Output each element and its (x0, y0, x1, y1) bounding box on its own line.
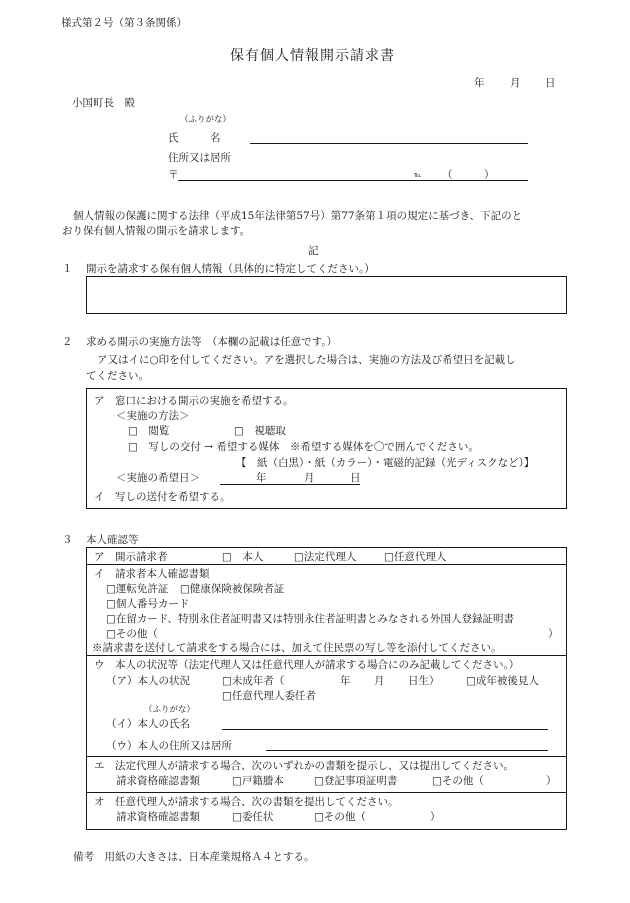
health-insurance-checkbox[interactable]: □健康保険被保険者証 (180, 583, 285, 595)
other-doc-close: ） (548, 628, 559, 640)
section1-title: 開示を請求する保有個人情報（具体的に特定してください。） (86, 263, 375, 275)
person-name-field[interactable] (222, 729, 548, 730)
applicant-furigana-label: （ふりがな） (180, 115, 232, 125)
option-b-label[interactable]: イ 写しの送付を希望する。 (94, 491, 231, 503)
remarks: 備考 用紙の大きさは、日本産業規格Ａ４とする。 (73, 851, 315, 863)
row-a-label: ア 開示請求者 (94, 551, 168, 563)
status-label: （ア）本人の状況 (106, 675, 190, 687)
row-c-label: ウ 本人の状況等（法定代理人又は任意代理人が請求する場合にのみ記載してください。） (94, 659, 520, 671)
method-label: ＜実施の方法＞ (116, 410, 190, 422)
section1-info-box[interactable] (86, 276, 567, 314)
section2-note-2: てください。 (86, 370, 149, 382)
option-a-label[interactable]: ア 窓口における開示の実施を希望する。 (94, 395, 294, 407)
adult-ward-checkbox[interactable]: □成年被後見人 (466, 675, 539, 687)
power-of-attorney-checkbox[interactable]: □委任状 (232, 811, 274, 823)
row-d-other-checkbox[interactable]: □その他（ (432, 775, 484, 787)
family-register-checkbox[interactable]: □戸籍謄本 (232, 775, 284, 787)
delegator-checkbox[interactable]: □任意代理人委任者 (222, 690, 316, 702)
drivers-license-checkbox[interactable]: □運転免許証 (106, 583, 169, 595)
row-divider (86, 756, 567, 757)
mynumber-card-checkbox[interactable]: □個人番号カード (106, 598, 190, 610)
registry-cert-checkbox[interactable]: □登記事項証明書 (314, 775, 398, 787)
desired-date-year: 年 (256, 472, 267, 484)
applicant-address-label: 住所又は居所 (168, 152, 231, 164)
form-title: 保有個人情報開示請求書 (230, 48, 395, 64)
voluntary-agent-checkbox[interactable]: □任意代理人 (384, 551, 447, 563)
section2-title: 求める開示の実施方法等 （本欄の記載は任意です。） (86, 336, 338, 348)
row-e-other-close: ） (430, 811, 441, 823)
section3-number: ３ (62, 534, 73, 546)
section3-title: 本人確認等 (86, 534, 139, 546)
desired-date-day: 日 (350, 472, 361, 484)
mail-request-note: ※請求書を送付して請求をする場合には、加えて住民票の写し等を添付してください。 (92, 642, 502, 654)
form-number: 様式第２号（第３条関係） (61, 17, 187, 29)
section1-number: １ (62, 263, 73, 275)
row-e-label: オ 任意代理人が請求する場合、次の書類を提出してください。 (94, 796, 399, 808)
addressee: 小国町長 殿 (72, 97, 135, 109)
date-month-label: 月 (510, 77, 521, 89)
row-e-docs-label: 請求資格確認書類 (116, 811, 200, 823)
copy-checkbox[interactable]: □ 写しの交付 → 希望する媒体 ※希望する媒体を〇で囲んでください。 (128, 441, 479, 453)
desired-date-field[interactable] (220, 484, 360, 485)
section2-note-1: ア又はイに○印を付してください。アを選択した場合は、実施の方法及び希望日を記載し (97, 354, 516, 366)
legal-agent-checkbox[interactable]: □法定代理人 (294, 551, 357, 563)
person-furigana-label: （ふりがな） (144, 705, 196, 715)
minor-birth-month: 月 (374, 675, 385, 687)
self-checkbox[interactable]: □ 本人 (222, 551, 264, 563)
intro-line-1: 個人情報の保護に関する法律（平成15年法律第57号）第77条第１項の規定に基づき、下記のと (73, 210, 523, 222)
intro-line-2: おり保有個人情報の開示を請求します。 (62, 225, 251, 237)
media-options[interactable]: 【 紙（白黒）・紙（カラー）・電磁的記録（光ディスクなど）】 (236, 457, 535, 469)
other-doc-checkbox[interactable]: □その他（ (106, 628, 158, 640)
row-b-label: イ 請求者本人確認書類 (94, 568, 210, 580)
row-d-label: エ 法定代理人が請求する場合、次のいずれかの書類を提示し、又は提出してください。 (94, 760, 514, 772)
row-divider (86, 792, 567, 793)
minor-birth-day: 日生） (408, 675, 440, 687)
section2-number: ２ (62, 336, 73, 348)
tel-paren: （ ） (442, 169, 495, 181)
row-d-other-close: ） (546, 775, 557, 787)
desired-date-month: 月 (304, 472, 315, 484)
person-name-label: （イ）本人の氏名 (106, 718, 190, 730)
person-address-label: （ウ）本人の住所又は居所 (106, 740, 232, 752)
date-year-label: 年 (474, 77, 485, 89)
minor-checkbox[interactable]: □未成年者（ (222, 675, 285, 687)
applicant-name-field[interactable] (250, 143, 528, 144)
applicant-address-field[interactable] (178, 180, 528, 181)
date-day-label: 日 (545, 77, 556, 89)
row-d-docs-label: 請求資格確認書類 (116, 775, 200, 787)
view-checkbox[interactable]: □ 閲覧 (128, 425, 170, 437)
person-address-field[interactable] (266, 750, 548, 751)
listen-checkbox[interactable]: □ 視聴取 (234, 425, 286, 437)
ki-label: 記 (308, 245, 319, 257)
row-e-other-checkbox[interactable]: □その他（ (314, 811, 366, 823)
residence-card-checkbox[interactable]: □在留カード、特別永住者証明書又は特別永住者証明書とみなされる外国人登録証明書 (106, 613, 514, 625)
applicant-name-label: 氏 名 (168, 132, 221, 144)
postal-mark: 〒 (168, 169, 179, 181)
desired-date-label: ＜実施の希望日＞ (116, 472, 200, 484)
tel-label: ℡ (414, 171, 422, 179)
minor-birth-year: 年 (340, 675, 351, 687)
